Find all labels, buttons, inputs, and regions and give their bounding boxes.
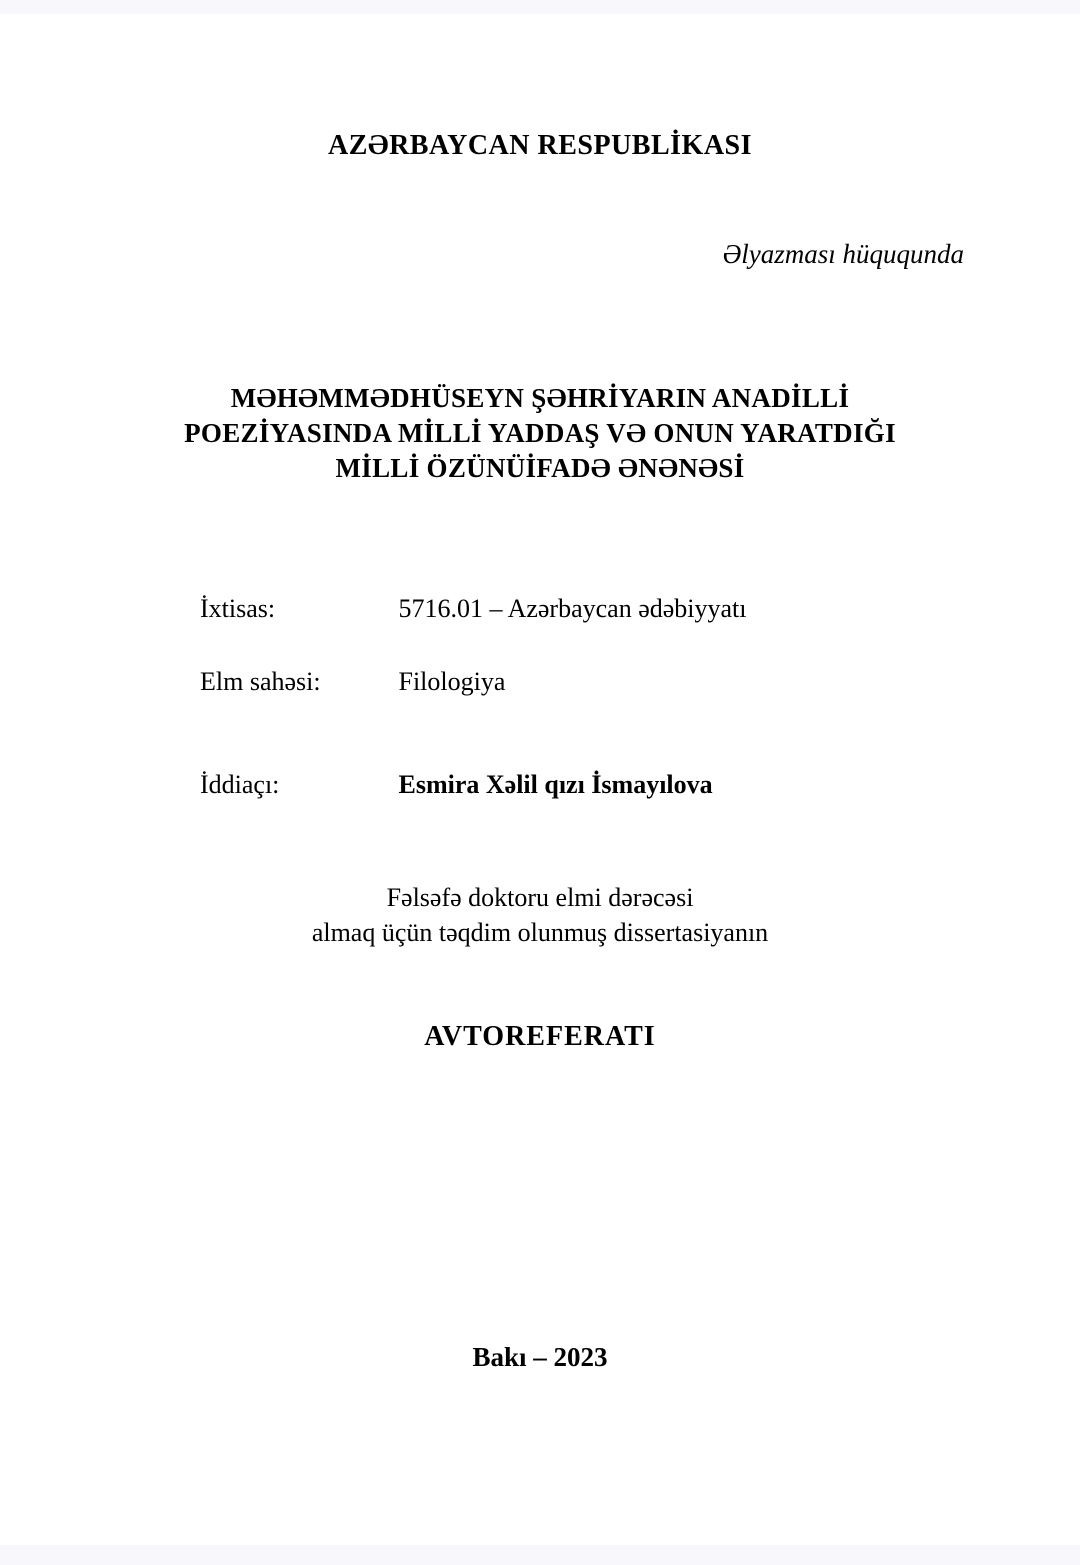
degree-statement-line-2: almaq üçün təqdim olunmuş dissertasiyanın bbox=[311, 918, 769, 947]
top-edge-strip bbox=[0, 0, 1080, 14]
manuscript-rights-note: Əlyazması hüququnda bbox=[722, 239, 964, 269]
dissertation-title bbox=[0, 381, 1080, 486]
city-year: Bakı – 2023 bbox=[472, 1342, 608, 1372]
document-type-heading: AVTOREFERATI bbox=[424, 1021, 656, 1052]
field-row-claimant bbox=[200, 770, 713, 800]
claimant-label: İddiaçı: bbox=[200, 770, 280, 799]
specialty-label: İxtisas: bbox=[200, 594, 276, 623]
bottom-edge-strip bbox=[0, 1545, 1080, 1565]
science-area-label: Elm sahəsi: bbox=[200, 667, 321, 696]
science-area-value: Filologiya bbox=[398, 667, 506, 696]
degree-statement-line-1: Fəlsəfə doktoru elmi dərəcəsi bbox=[386, 883, 694, 912]
dissertation-title-line-2: POEZİYASINDA MİLLİ YADDAŞ VƏ ONUN YARATDIĞI bbox=[184, 418, 896, 448]
degree-statement bbox=[0, 880, 1080, 950]
dissertation-title-line-1: MƏHƏMMƏDHÜSEYN ŞƏHRİYARIN ANADİLLİ bbox=[230, 383, 850, 413]
specialty-value: 5716.01 – Azərbaycan ədəbiyyatı bbox=[398, 594, 747, 623]
field-row-specialty bbox=[200, 594, 747, 624]
dissertation-title-line-3: MİLLİ ÖZÜNÜİFADƏ ƏNƏNƏSİ bbox=[335, 453, 745, 483]
country-header: AZƏRBAYCAN RESPUBLİKASI bbox=[327, 130, 753, 161]
claimant-name: Esmira Xəlil qızı İsmayılova bbox=[398, 770, 713, 799]
field-row-science-area bbox=[200, 667, 505, 697]
